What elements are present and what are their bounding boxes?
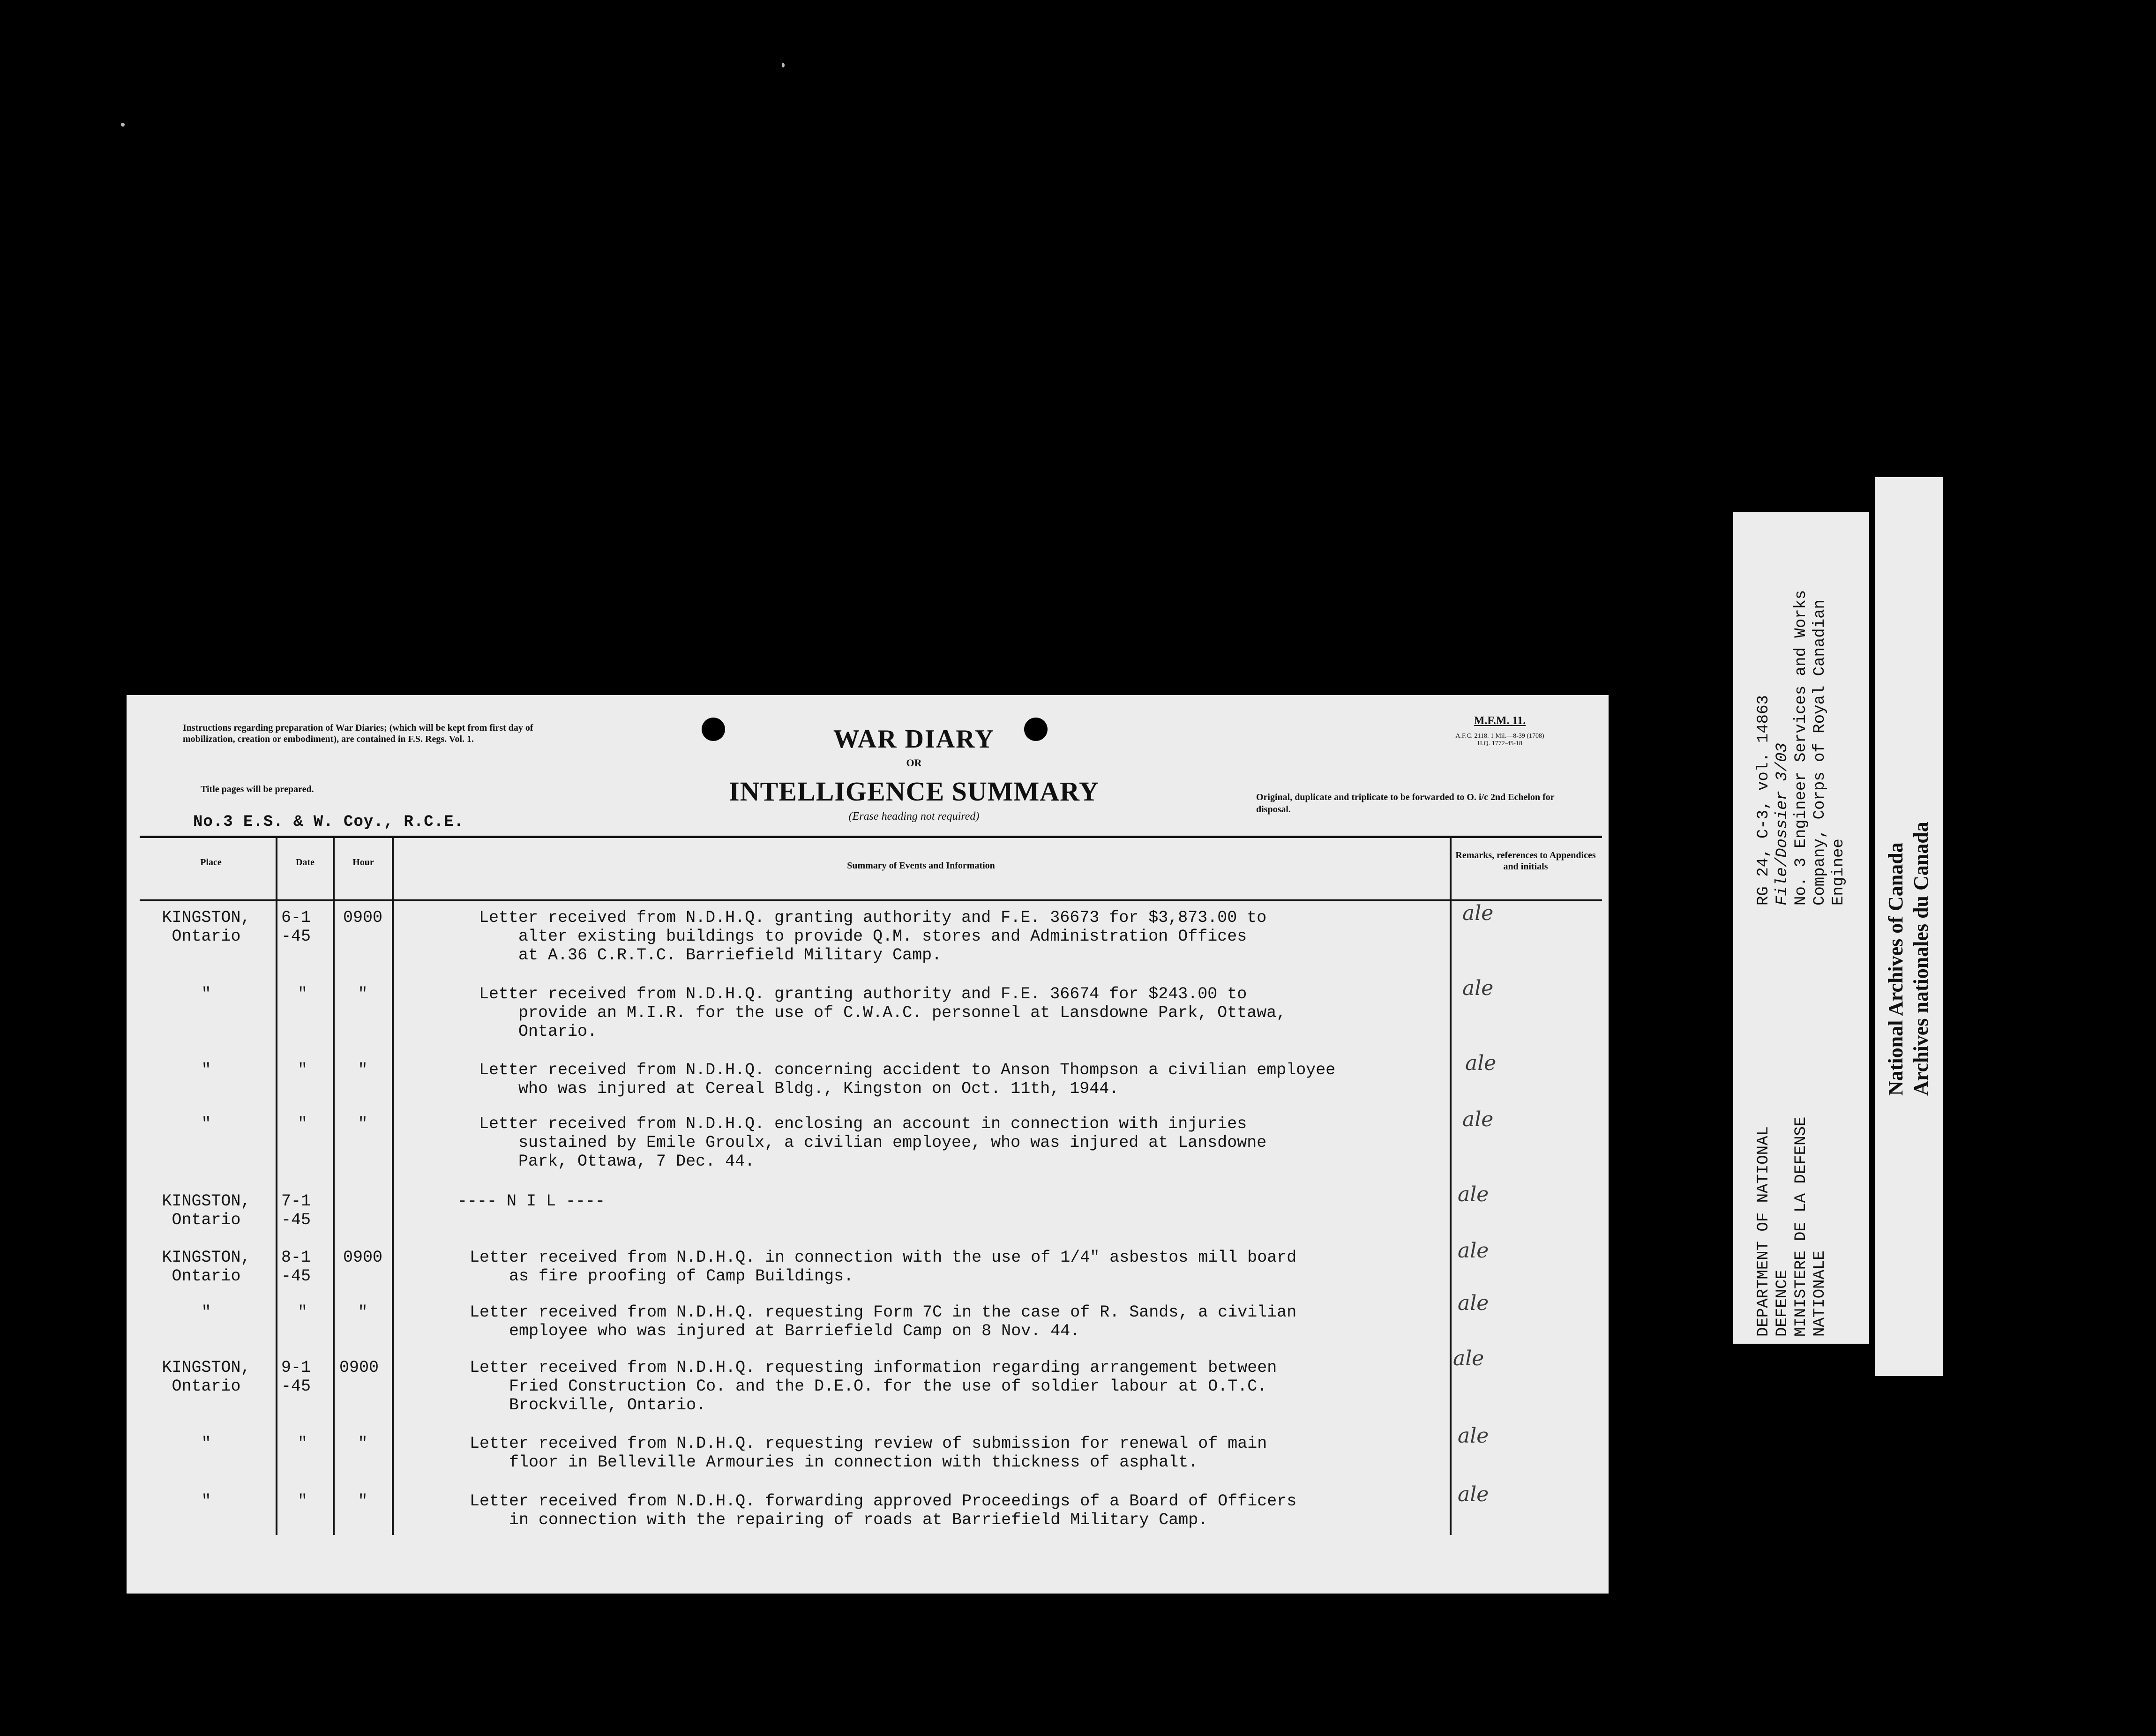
entry-hour: " xyxy=(358,1115,368,1133)
header-summary: Summary of Events and Information xyxy=(847,861,995,871)
entry-summary: Letter received from N.D.H.Q. requesting information regarding arrangement between Fried Construction Co. and the D.E.O. for the use of soldier labour at O.T.C. Brockville, Ontario. xyxy=(470,1358,1277,1414)
entry-date: " xyxy=(298,985,308,1003)
table-top-rule xyxy=(140,836,1602,838)
entry-hour: " xyxy=(358,1492,368,1511)
entry-initials: ale xyxy=(1458,1291,1489,1315)
entry-summary: Letter received from N.D.H.Q. requesting review of submission for renewal of main floor in Belleville Armouries in connection with thickness of asphalt. xyxy=(470,1434,1267,1472)
entry-place: KINGSTON, Ontario xyxy=(162,1192,251,1229)
entry-summary: Letter received from N.D.H.Q. forwarding approved Proceedings of a Board of Officers in connection with the repairing of roads at Barriefield Military Camp. xyxy=(470,1492,1297,1529)
entry-date: 8-1 -45 xyxy=(281,1248,311,1286)
instructions-text: Instructions regarding preparation of War Diaries; (which will be kept from first day of mobilization, creation or embodiment), are contained in F.S. Regs. Vol. 1. xyxy=(183,723,533,744)
forwarding-note: Original, duplicate and triplicate to be forwarded to O. i/c 2nd Echelon for disposal. xyxy=(1256,792,1555,815)
entry-date: 9-1 -45 xyxy=(281,1358,311,1396)
entry-place: KINGSTON, Ontario xyxy=(162,908,251,946)
archives-canada-strip xyxy=(1875,477,1943,1376)
column-divider xyxy=(1450,837,1452,1535)
entry-initials: ale xyxy=(1462,976,1494,1000)
title-war-diary: WAR DIARY xyxy=(833,725,995,754)
entry-initials: ale xyxy=(1458,1182,1489,1206)
entry-summary: Letter received from N.D.H.Q. granting authority and F.E. 36673 for $3,873.00 to alter existing buildings to provide Q.M. stores and Administration Offices at A.36 C.R.T.C. Barriefield Military Camp. xyxy=(479,908,1267,965)
label-department-line1: DEPARTMENT OF NATIONAL xyxy=(1755,1126,1773,1337)
entry-place: " xyxy=(201,1492,211,1511)
entry-initials: ale xyxy=(1458,1424,1489,1448)
entry-date: " xyxy=(298,1434,308,1453)
title-or: OR xyxy=(906,757,922,769)
column-divider xyxy=(392,837,394,1535)
entry-initials: ale xyxy=(1458,1482,1489,1506)
entry-place: " xyxy=(201,1061,211,1079)
entry-summary: Letter received from N.D.H.Q. enclosing an account in connection with injuries sustained by Emile Groulx, a civilian employee, who was injured at Lansdowne Park, Ottawa, 7 Dec. 44. xyxy=(479,1115,1267,1171)
archives-name-en: National Archives of Canada xyxy=(1884,842,1907,1096)
label-file-dossier: File/Dossier 3/03 xyxy=(1774,743,1791,905)
entry-hour: " xyxy=(358,1061,368,1079)
form-reference: A.F.C. 2118. 1 Mil.—8-39 (1708) H.Q. 1772-45-18 xyxy=(1455,733,1544,747)
header-bottom-rule xyxy=(140,899,1602,901)
header-place: Place xyxy=(200,857,222,868)
entry-initials: ale xyxy=(1465,1051,1497,1075)
scan-speck xyxy=(121,123,125,127)
header-hour: Hour xyxy=(352,857,374,868)
column-divider xyxy=(333,837,335,1535)
entry-hour: 0900 xyxy=(343,908,382,927)
entry-date: 7-1 -45 xyxy=(281,1192,311,1229)
header-date: Date xyxy=(296,857,314,868)
title-intelligence-summary: INTELLIGENCE SUMMARY xyxy=(729,776,1099,807)
column-divider xyxy=(276,837,277,1535)
entry-hour: 0900 xyxy=(339,1358,379,1377)
unit-name: No.3 E.S. & W. Coy., R.C.E. xyxy=(193,813,464,831)
entry-summary: Letter received from N.D.H.Q. in connection with the use of 1/4" asbestos mill board as fire proofing of Camp Buildings. xyxy=(470,1248,1297,1286)
label-record-group: RG 24, C-3, vol. 14863 xyxy=(1755,695,1773,905)
entry-date: " xyxy=(298,1115,308,1133)
header-remarks: Remarks, references to Appendices and initials xyxy=(1455,850,1596,872)
label-unit-line2: Company, Corps of Royal Canadian xyxy=(1811,599,1829,905)
form-number: M.F.M. 11. xyxy=(1474,715,1526,727)
entry-initials: ale xyxy=(1462,1107,1494,1131)
label-unit-line3: Enginee xyxy=(1830,838,1848,905)
archives-name-fr: Archives nationales du Canada xyxy=(1909,822,1932,1096)
entry-initials: ale xyxy=(1453,1347,1484,1370)
war-diary-sheet xyxy=(127,695,1609,1594)
entry-initials: ale xyxy=(1462,901,1494,925)
entry-place: " xyxy=(201,1303,211,1322)
entry-place: KINGSTON, Ontario xyxy=(162,1248,251,1286)
entry-summary: ---- N I L ---- xyxy=(457,1192,606,1211)
scan-speck xyxy=(782,63,785,67)
entry-place: " xyxy=(201,1434,211,1453)
entry-place: KINGSTON, Ontario xyxy=(162,1358,251,1396)
label-department-line3: MINISTERE DE LA DEFENSE xyxy=(1792,1116,1810,1337)
entry-hour: " xyxy=(358,985,368,1003)
entry-place: " xyxy=(201,1115,211,1133)
erase-heading-note: (Erase heading not required) xyxy=(848,810,980,823)
entry-date: " xyxy=(298,1303,308,1322)
entry-hour: 0900 xyxy=(343,1248,382,1267)
entry-place: " xyxy=(201,985,211,1003)
entry-summary: Letter received from N.D.H.Q. requesting Form 7C in the case of R. Sands, a civilian employee who was injured at Barriefield Camp on 8 Nov. 44. xyxy=(470,1303,1297,1340)
entry-date: " xyxy=(298,1492,308,1511)
entry-hour: " xyxy=(358,1434,368,1453)
entry-summary: Letter received from N.D.H.Q. concerning accident to Anson Thompson a civilian employee who was injured at Cereal Bldg., Kingston on Oct. 11th, 1944. xyxy=(479,1061,1336,1098)
entry-initials: ale xyxy=(1458,1239,1489,1263)
label-department-line4: NATIONALE xyxy=(1811,1250,1829,1337)
entry-date: 6-1 -45 xyxy=(281,908,311,946)
title-pages-note: Title pages will be prepared. xyxy=(201,784,314,794)
label-department-line2: DEFENCE xyxy=(1774,1270,1791,1337)
entry-date: " xyxy=(298,1061,308,1079)
entry-summary: Letter received from N.D.H.Q. granting authority and F.E. 36674 for $243.00 to provide an M.I.R. for the use of C.W.A.C. personnel at Lansdowne Park, Ottawa, Ontario. xyxy=(479,985,1287,1041)
label-unit-line1: No. 3 Engineer Services and Works xyxy=(1792,590,1810,905)
archive-reference-label xyxy=(1733,512,1869,1344)
entry-hour: " xyxy=(358,1303,368,1322)
punch-hole xyxy=(702,718,725,741)
